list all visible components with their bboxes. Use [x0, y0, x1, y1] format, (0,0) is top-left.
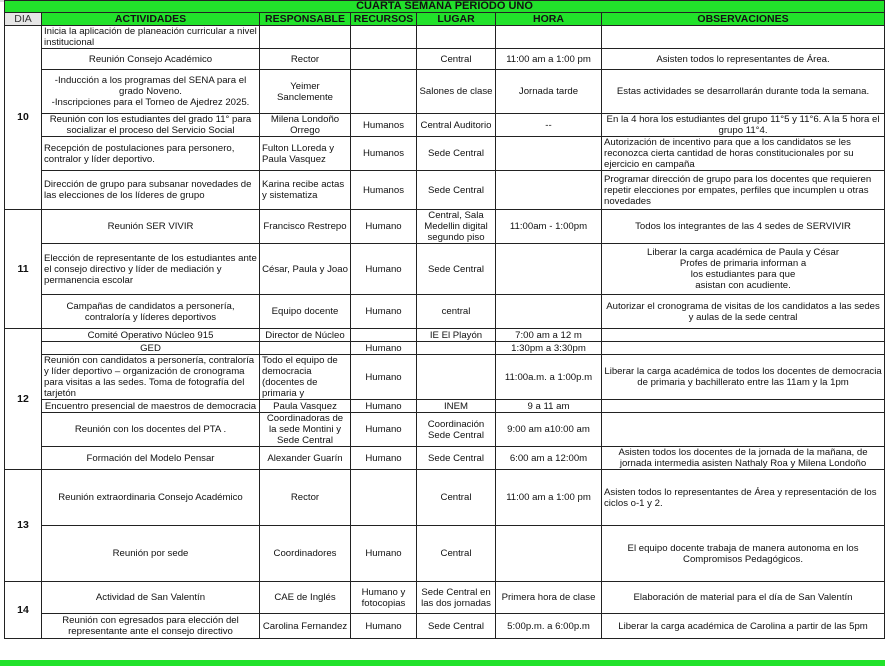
observations-cell: Todos los integrantes de las 4 sedes de SERVIVIR: [602, 210, 885, 244]
activity-cell: Reunión con egresados para elección del representante ante el consejo directivo: [42, 614, 260, 639]
time-cell: [496, 171, 602, 210]
observations-cell: [602, 342, 885, 355]
place-cell: IE El Playón: [417, 329, 496, 342]
observations-cell: Asisten todos lo representantes de Área y representación de los ciclos o-1 y 2.: [602, 470, 885, 526]
place-cell: Sede Central en las dos jornadas: [417, 582, 496, 614]
table-row: [5, 355, 885, 400]
responsible-cell: Alexander Guarín: [260, 447, 351, 470]
table-row: [5, 210, 885, 244]
activity-cell: Reunión con los docentes del PTA .: [42, 413, 260, 447]
time-cell: Jornada tarde: [496, 70, 602, 114]
header-recursos: RECURSOS: [351, 13, 417, 26]
activity-cell: Reunión Consejo Académico: [42, 49, 260, 70]
resources-cell: [351, 70, 417, 114]
place-cell: [417, 342, 496, 355]
activity-cell: Elección de representante de los estudiantes ante el consejo directivo y líder de mediación y permanencia escolar: [42, 244, 260, 295]
table-row: [5, 526, 885, 582]
observations-cell: Asisten todos lo representantes de Área.: [602, 49, 885, 70]
observations-cell: Liberar la carga académica de Paula y César Profes de primaria informan a los estudiantes para que asistan con acudiente.: [602, 244, 885, 295]
responsible-cell: Coordinadores: [260, 526, 351, 582]
resources-cell: [351, 49, 417, 70]
time-cell: 9 a 11 am: [496, 400, 602, 413]
place-cell: Sede Central: [417, 171, 496, 210]
table-row: [5, 447, 885, 470]
header-actividades: ACTIVIDADES: [42, 13, 260, 26]
table-row: [5, 329, 885, 342]
observations-cell: En la 4 hora los estudiantes del grupo 11°5 y 11°6. A la 5 hora el grupo 11°4.: [602, 114, 885, 137]
header-responsable: RESPONSABLE: [260, 13, 351, 26]
resources-cell: Humano: [351, 210, 417, 244]
day-cell: 11: [5, 210, 42, 329]
responsible-cell: Francisco Restrepo: [260, 210, 351, 244]
resources-cell: Humano: [351, 400, 417, 413]
resources-cell: Humano: [351, 447, 417, 470]
activity-cell: Reunión SER VIVIR: [42, 210, 260, 244]
table-row: [5, 114, 885, 137]
time-cell: 11:00 am a 1:00 pm: [496, 470, 602, 526]
time-cell: [496, 137, 602, 171]
header-row: [5, 13, 885, 26]
observations-cell: [602, 26, 885, 49]
activity-cell: Campañas de candidatos a personería, contraloría y líderes deportivos: [42, 295, 260, 329]
header-hora: HORA: [496, 13, 602, 26]
responsible-cell: Rector: [260, 49, 351, 70]
time-cell: 1:30pm a 3:30pm: [496, 342, 602, 355]
schedule-table: [4, 0, 885, 639]
resources-cell: Humano: [351, 295, 417, 329]
resources-cell: [351, 470, 417, 526]
observations-cell: El equipo docente trabaja de manera autonoma en los Compromisos Pedagógicos.: [602, 526, 885, 582]
table-row: [5, 295, 885, 329]
observations-cell: [602, 329, 885, 342]
responsible-cell: Equipo docente: [260, 295, 351, 329]
observations-cell: Estas actividades se desarrollarán durante toda la semana.: [602, 70, 885, 114]
resources-cell: Humano: [351, 342, 417, 355]
responsible-cell: Paula Vasquez: [260, 400, 351, 413]
responsible-cell: Carolina Fernandez: [260, 614, 351, 639]
table-row: [5, 470, 885, 526]
resources-cell: [351, 329, 417, 342]
resources-cell: Humanos: [351, 114, 417, 137]
resources-cell: [351, 26, 417, 49]
activity-cell: Reunión extraordinaria Consejo Académico: [42, 470, 260, 526]
activity-cell: Reunión con candidatos a personería, contraloría y líder deportivo – organización de cronograma para visitas a las sedes. Toma de fotografía del tarjetón: [42, 355, 260, 400]
activity-cell: -Inducción a los programas del SENA para el grado Noveno. -Inscripciones para el Torneo de Ajedrez 2025.: [42, 70, 260, 114]
table-row: [5, 26, 885, 49]
activity-cell: Reunión con los estudiantes del grado 11° para socializar el proceso del Servicio Social: [42, 114, 260, 137]
activity-cell: Reunión por sede: [42, 526, 260, 582]
place-cell: [417, 355, 496, 400]
time-cell: Primera hora de clase: [496, 582, 602, 614]
header-dia: DIA: [5, 13, 42, 26]
place-cell: Sede Central: [417, 614, 496, 639]
observations-cell: Asisten todos los docentes de la jornada de la mañana, de jornada intermedia asisten Nathaly Roa y Milena Londoño: [602, 447, 885, 470]
time-cell: 7:00 am a 12 m: [496, 329, 602, 342]
activity-cell: Formación del Modelo Pensar: [42, 447, 260, 470]
place-cell: Central: [417, 470, 496, 526]
bottom-border: [0, 660, 885, 666]
table-row: [5, 171, 885, 210]
place-cell: Central: [417, 526, 496, 582]
place-cell: Central: [417, 49, 496, 70]
sheet-title: CUARTA SEMANA PERIODO UNO: [5, 1, 885, 13]
activity-cell: Actividad de San Valentín: [42, 582, 260, 614]
table-row: [5, 70, 885, 114]
resources-cell: Humano: [351, 355, 417, 400]
observations-cell: [602, 413, 885, 447]
place-cell: Coordinación Sede Central: [417, 413, 496, 447]
time-cell: --: [496, 114, 602, 137]
place-cell: INEM: [417, 400, 496, 413]
activity-cell: Recepción de postulaciones para personero, contralor y líder deportivo.: [42, 137, 260, 171]
responsible-cell: Milena Londoño Orrego: [260, 114, 351, 137]
time-cell: [496, 244, 602, 295]
place-cell: Central, Sala Medellin digital segundo piso: [417, 210, 496, 244]
day-cell: 13: [5, 470, 42, 582]
observations-cell: Autorización de incentivo para que a los candidatos se les reconozca cierta cantidad de horas constitucionales por su ejercicio en campaña: [602, 137, 885, 171]
table-row: [5, 614, 885, 639]
place-cell: Sede Central: [417, 137, 496, 171]
activity-cell: Inicia la aplicación de planeación curricular a nivel institucional: [42, 26, 260, 49]
place-cell: Central Auditorio: [417, 114, 496, 137]
day-cell: 10: [5, 26, 42, 210]
resources-cell: Humanos: [351, 171, 417, 210]
place-cell: Sede Central: [417, 244, 496, 295]
responsible-cell: Karina recibe actas y sistematiza: [260, 171, 351, 210]
observations-cell: [602, 400, 885, 413]
responsible-cell: Todo el equipo de democracia (docentes de primaria y: [260, 355, 351, 400]
time-cell: 11:00am - 1:00pm: [496, 210, 602, 244]
time-cell: 11:00a.m. a 1:00p.m: [496, 355, 602, 400]
table-row: [5, 49, 885, 70]
time-cell: [496, 26, 602, 49]
time-cell: 6:00 am a 12:00m: [496, 447, 602, 470]
spreadsheet: [4, 0, 884, 666]
place-cell: Salones de clase: [417, 70, 496, 114]
day-cell: 14: [5, 582, 42, 639]
table-body: [5, 26, 885, 639]
place-cell: central: [417, 295, 496, 329]
resources-cell: Humano: [351, 413, 417, 447]
header-observaciones: OBSERVACIONES: [602, 13, 885, 26]
table-row: [5, 400, 885, 413]
resources-cell: Humano: [351, 244, 417, 295]
time-cell: [496, 526, 602, 582]
resources-cell: Humano: [351, 526, 417, 582]
observations-cell: Elaboración de material para el día de San Valentín: [602, 582, 885, 614]
table-row: [5, 244, 885, 295]
responsible-cell: Coordinadoras de la sede Montini y Sede Central: [260, 413, 351, 447]
table-row: [5, 342, 885, 355]
activity-cell: GED: [42, 342, 260, 355]
title-row: [5, 1, 885, 13]
observations-cell: Programar dirección de grupo para los docentes que requieren repetir elecciones por empates, perfiles que incumplen u otras novedades: [602, 171, 885, 210]
observations-cell: Liberar la carga académica de todos los docentes de democracia de primaria y bachillerato entre las 11am y la 1pm: [602, 355, 885, 400]
observations-cell: Liberar la carga académica de Carolina a partir de las 5pm: [602, 614, 885, 639]
time-cell: 5:00p.m. a 6:00p.m: [496, 614, 602, 639]
responsible-cell: Rector: [260, 470, 351, 526]
activity-cell: Encuentro presencial de maestros de democracia: [42, 400, 260, 413]
header-lugar: LUGAR: [417, 13, 496, 26]
responsible-cell: [260, 342, 351, 355]
time-cell: 11:00 am a 1:00 pm: [496, 49, 602, 70]
responsible-cell: CAE de Inglés: [260, 582, 351, 614]
activity-cell: Comité Operativo Núcleo 915: [42, 329, 260, 342]
activity-cell: Dirección de grupo para subsanar novedades de las elecciones de los líderes de grupo: [42, 171, 260, 210]
responsible-cell: Fulton LLoreda y Paula Vasquez: [260, 137, 351, 171]
responsible-cell: [260, 26, 351, 49]
observations-cell: Autorizar el cronograma de visitas de los candidatos a las sedes y aulas de la sede central: [602, 295, 885, 329]
responsible-cell: Yeimer Sanclemente: [260, 70, 351, 114]
resources-cell: Humano: [351, 614, 417, 639]
table-row: [5, 413, 885, 447]
time-cell: 9:00 am a10:00 am: [496, 413, 602, 447]
time-cell: [496, 295, 602, 329]
place-cell: [417, 26, 496, 49]
table-row: [5, 582, 885, 614]
responsible-cell: César, Paula y Joao: [260, 244, 351, 295]
resources-cell: Humanos: [351, 137, 417, 171]
resources-cell: Humano y fotocopias: [351, 582, 417, 614]
day-cell: 12: [5, 329, 42, 470]
responsible-cell: Director de Núcleo: [260, 329, 351, 342]
table-row: [5, 137, 885, 171]
place-cell: Sede Central: [417, 447, 496, 470]
